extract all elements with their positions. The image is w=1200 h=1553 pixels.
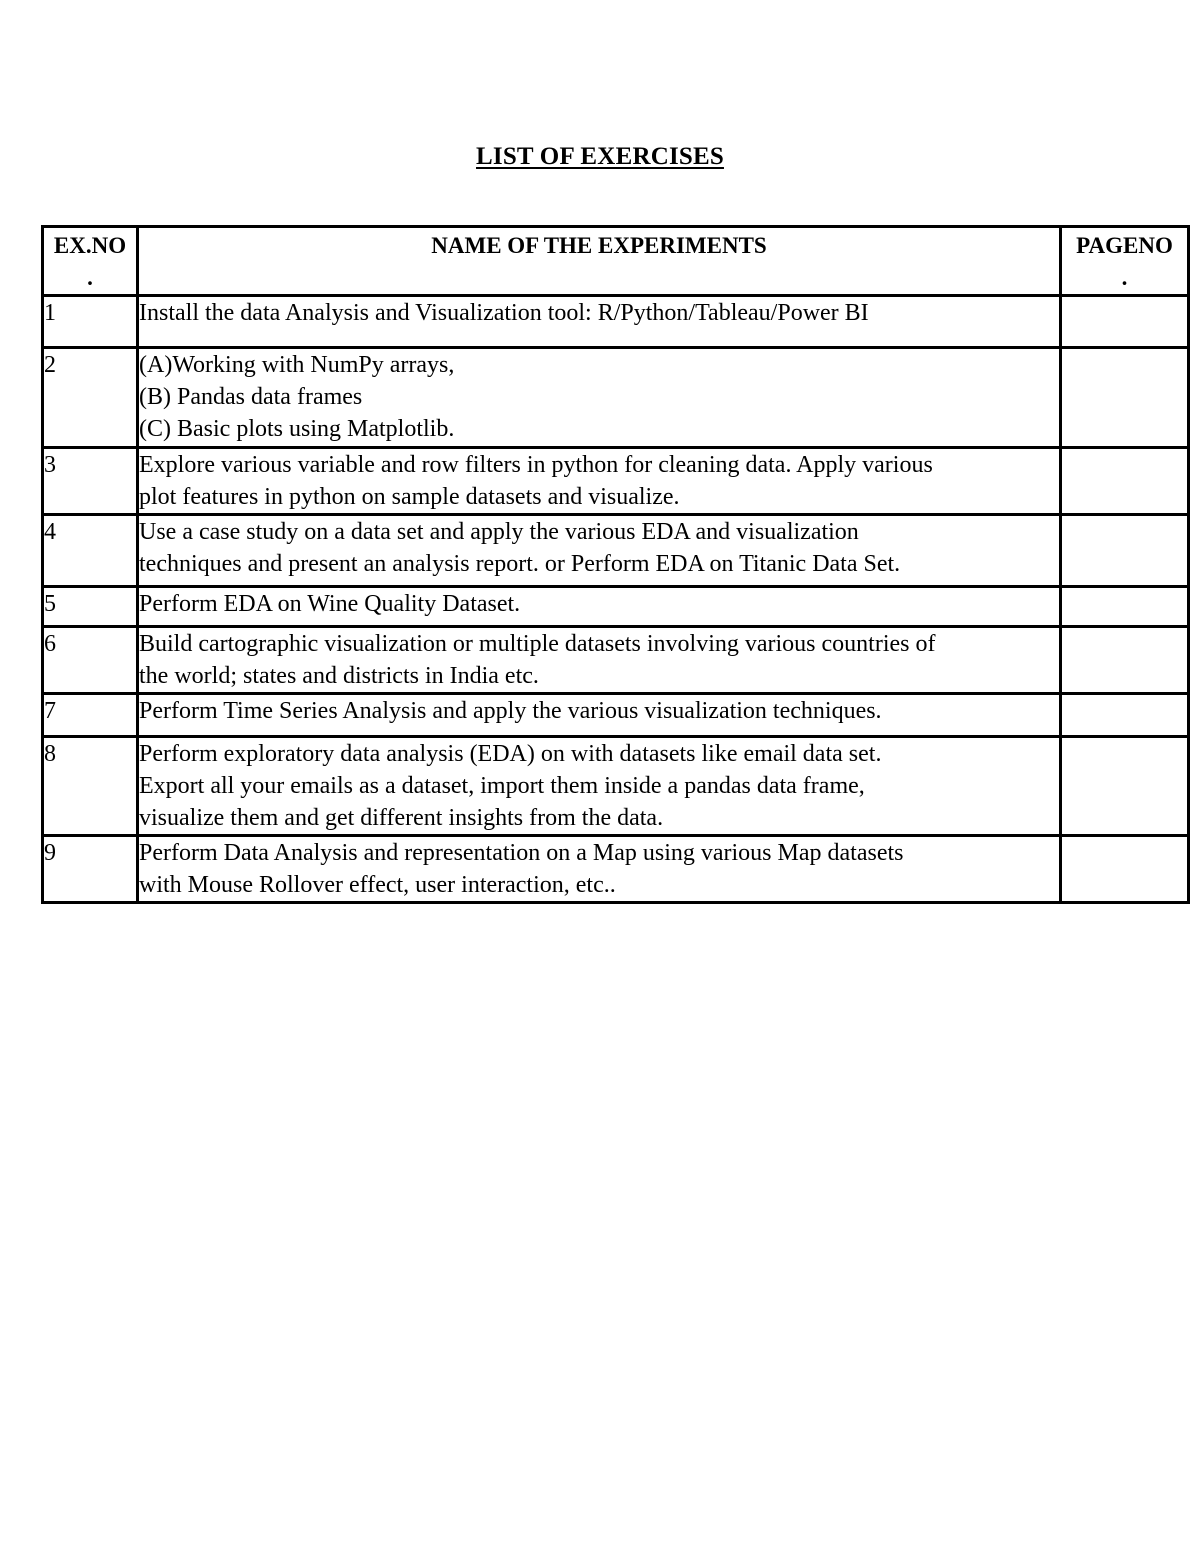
- exercise-number: 7: [43, 694, 138, 737]
- exercise-name-line: plot features in python on sample datasets and visualize.: [139, 484, 680, 510]
- exercise-name-line: techniques and present an analysis report. or Perform EDA on Titanic Data Set.: [139, 551, 901, 577]
- exercise-name: [138, 587, 1061, 627]
- exercise-name-line: (B) Pandas data frames: [139, 384, 363, 410]
- header-ex-no-dot: .: [87, 265, 93, 290]
- table-row: [43, 587, 1189, 627]
- exercise-name-line: Explore various variable and row filters in python for cleaning data. Apply various: [139, 452, 933, 478]
- exercise-page-no: [1061, 587, 1189, 627]
- exercise-page-no: [1061, 694, 1189, 737]
- exercise-name-line: (A)Working with NumPy arrays,: [139, 352, 455, 378]
- exercise-number: 4: [43, 515, 138, 587]
- exercise-number: 2: [43, 348, 138, 448]
- exercise-page-no: [1061, 737, 1189, 836]
- table-row: [43, 348, 1189, 448]
- exercise-name-line: Install the data Analysis and Visualization tool: R/Python/Tableau/Power BI: [139, 300, 869, 326]
- header-page-no-dot: .: [1121, 265, 1128, 290]
- exercise-name-line: the world; states and districts in India etc.: [139, 663, 539, 689]
- exercise-name: [138, 694, 1061, 737]
- header-experiment-name: NAME OF THE EXPERIMENTS: [138, 227, 1061, 296]
- table-row: [43, 694, 1189, 737]
- exercise-page-no: [1061, 296, 1189, 348]
- exercise-name: [138, 515, 1061, 587]
- table-row: [43, 627, 1189, 694]
- exercise-name-line: Perform EDA on Wine Quality Dataset.: [139, 591, 521, 617]
- exercise-number: 8: [43, 737, 138, 836]
- table-row: [43, 296, 1189, 348]
- exercise-name: [138, 448, 1061, 515]
- exercise-number: 9: [43, 836, 138, 903]
- exercises-table: [41, 225, 1190, 904]
- exercise-page-no: [1061, 448, 1189, 515]
- exercise-name-line: Perform Data Analysis and representation on a Map using various Map datasets: [139, 840, 904, 866]
- table-row: [43, 836, 1189, 903]
- exercise-number: 1: [43, 296, 138, 348]
- exercise-name: [138, 836, 1061, 903]
- exercise-name-line: Export all your emails as a dataset, import them inside a pandas data frame,: [139, 773, 865, 799]
- table-row: [43, 515, 1189, 587]
- exercise-number: 6: [43, 627, 138, 694]
- exercise-name: [138, 348, 1061, 448]
- exercise-page-no: [1061, 627, 1189, 694]
- exercise-name: [138, 296, 1061, 348]
- exercise-name-line: (C) Basic plots using Matplotlib.: [139, 416, 455, 442]
- exercise-name-line: visualize them and get different insights from the data.: [139, 805, 664, 831]
- exercise-number: 3: [43, 448, 138, 515]
- exercise-name-line: Perform Time Series Analysis and apply the various visualization techniques.: [139, 698, 882, 724]
- exercise-name-line: with Mouse Rollover effect, user interaction, etc..: [139, 872, 616, 898]
- table-row: [43, 737, 1189, 836]
- header-page-no: [1061, 227, 1189, 296]
- exercise-name-line: Use a case study on a data set and apply the various EDA and visualization: [139, 519, 859, 545]
- table-header-row: [43, 227, 1189, 296]
- exercise-name: [138, 627, 1061, 694]
- exercise-page-no: [1061, 348, 1189, 448]
- exercise-name-line: Build cartographic visualization or multiple datasets involving various countries of: [139, 631, 936, 657]
- page-title: LIST OF EXERCISES: [476, 143, 724, 170]
- header-ex-no-text: EX.NO: [53, 233, 127, 258]
- header-ex-no: [43, 227, 138, 296]
- exercise-name-line: Perform exploratory data analysis (EDA) on with datasets like email data set.: [139, 741, 882, 767]
- exercise-name: [138, 737, 1061, 836]
- exercise-page-no: [1061, 515, 1189, 587]
- table-row: [43, 448, 1189, 515]
- exercise-number: 5: [43, 587, 138, 627]
- header-page-no-text: PAGENO: [1076, 233, 1173, 258]
- exercise-page-no: [1061, 836, 1189, 903]
